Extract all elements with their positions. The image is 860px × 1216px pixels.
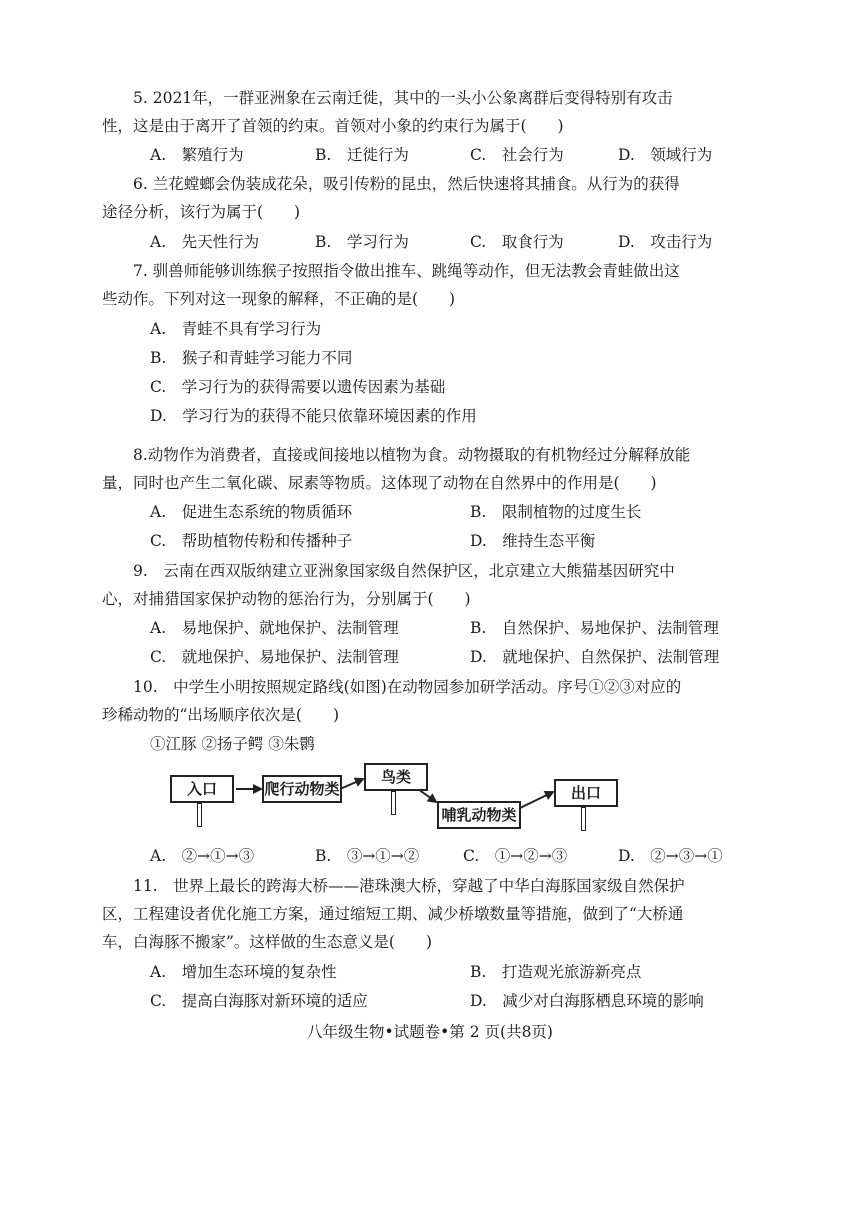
route-node-entrance: 入口 — [170, 775, 234, 803]
option-c: C. 学习行为的获得需要以遗传因素为基础 — [150, 378, 446, 396]
option-d: D. ②→③→① — [618, 847, 723, 865]
option-d: D. 学习行为的获得不能只依靠环境因素的作用 — [150, 407, 477, 425]
question-stem-line: 车，白海豚不搬家”。这样做的生态意义是( ) — [102, 933, 433, 951]
option-b: B. 学习行为 — [315, 233, 409, 251]
question-stem-line: 8.动物作为消费者，直接或间接地以植物为食。动物摄取的有机物经过分解释放能 — [133, 446, 691, 464]
question-stem-line: 7. 驯兽师能够训练猴子按照指令做出推车、跳绳等动作，但无法教会青蛙做出这 — [133, 262, 680, 280]
option-a: A. 易地保护、就地保护、法制管理 — [150, 619, 399, 637]
option-b: B. 迁徙行为 — [315, 146, 409, 164]
option-d: D. 就地保护、自然保护、法制管理 — [470, 648, 720, 666]
option-c: C. ①→②→③ — [463, 847, 568, 865]
question-stem-line: 6. 兰花螳螂会伪装成花朵，吸引传粉的昆虫，然后快速将其捕食。从行为的获得 — [133, 175, 680, 193]
animal-legend: ①江豚 ②扬子鳄 ③朱鹮 — [150, 735, 315, 753]
question-stem-line: 11. 世界上最长的跨海大桥——港珠澳大桥，穿越了中华白海豚国家级自然保护 — [133, 877, 685, 895]
signpost — [197, 803, 202, 827]
option-c: C. 取食行为 — [470, 233, 564, 251]
question-stem-line: 途径分析，该行为属于( ) — [102, 203, 301, 221]
option-b: B. ③→①→② — [315, 847, 420, 865]
option-a: A. 促进生态系统的物质循环 — [150, 503, 353, 521]
question-stem-line: 5. 2021年，一群亚洲象在云南迁徙，其中的一头小公象离群后变得特别有攻击 — [133, 89, 673, 107]
question-stem-line: 量，同时也产生二氧化碳、尿素等物质。这体现了动物在自然界中的作用是( ) — [102, 474, 657, 492]
option-c: C. 就地保护、易地保护、法制管理 — [150, 648, 399, 666]
question-stem-line: 9. 云南在西双版纳建立亚洲象国家级自然保护区，北京建立大熊猫基因研究中 — [133, 562, 675, 580]
option-d: D. 攻击行为 — [618, 233, 713, 251]
question-stem-line: 心，对捕猎国家保护动物的惩治行为，分别属于( ) — [102, 590, 471, 608]
route-node-exit: 出口 — [554, 779, 618, 807]
page-footer: 八年级生物•试题卷•第 2 页(共8页) — [307, 1023, 553, 1041]
option-a: A. 青蛙不具有学习行为 — [150, 320, 322, 338]
route-node-birds: 鸟类 — [364, 763, 428, 791]
option-b: B. 打造观光旅游新亮点 — [470, 963, 642, 981]
question-stem-line: 珍稀动物的“出场顺序依次是( ) — [102, 706, 340, 724]
option-c: C. 社会行为 — [470, 146, 564, 164]
question-stem-line: 些动作。下列对这一现象的解释，不正确的是( ) — [102, 290, 456, 308]
question-stem-line: 性，这是由于离开了首领的约束。首领对小象的约束行为属于( ) — [102, 117, 564, 135]
option-d: D. 维持生态平衡 — [470, 532, 596, 550]
option-b: B. 自然保护、易地保护、法制管理 — [470, 619, 719, 637]
route-node-mammals: 哺乳动物类 — [437, 801, 521, 829]
arrow-icon — [520, 792, 553, 808]
option-d: D. 减少对白海豚栖息环境的影响 — [470, 992, 704, 1010]
option-c: C. 提高白海豚对新环境的适应 — [150, 992, 368, 1010]
signpost — [581, 807, 586, 831]
option-a: A. 繁殖行为 — [150, 146, 244, 164]
option-b: B. 限制植物的过度生长 — [470, 503, 642, 521]
question-stem-line: 10. 中学生小明按照规定路线(如图)在动物园参加研学活动。序号①②③对应的 — [133, 678, 682, 696]
route-node-reptiles: 爬行动物类 — [262, 775, 342, 803]
option-d: D. 领域行为 — [618, 146, 713, 164]
option-b: B. 猴子和青蛙学习能力不同 — [150, 349, 353, 367]
signpost — [391, 791, 396, 815]
option-a: A. ②→①→③ — [150, 847, 255, 865]
option-a: A. 先天性行为 — [150, 233, 260, 251]
option-c: C. 帮助植物传粉和传播种子 — [150, 532, 353, 550]
option-a: A. 增加生态环境的复杂性 — [150, 963, 337, 981]
route-diagram — [160, 758, 620, 840]
arrow-icon — [340, 779, 363, 789]
question-stem-line: 区，工程建设者优化施工方案，通过缩短工期、减少桥墩数量等措施，做到了“大桥通 — [102, 905, 684, 923]
